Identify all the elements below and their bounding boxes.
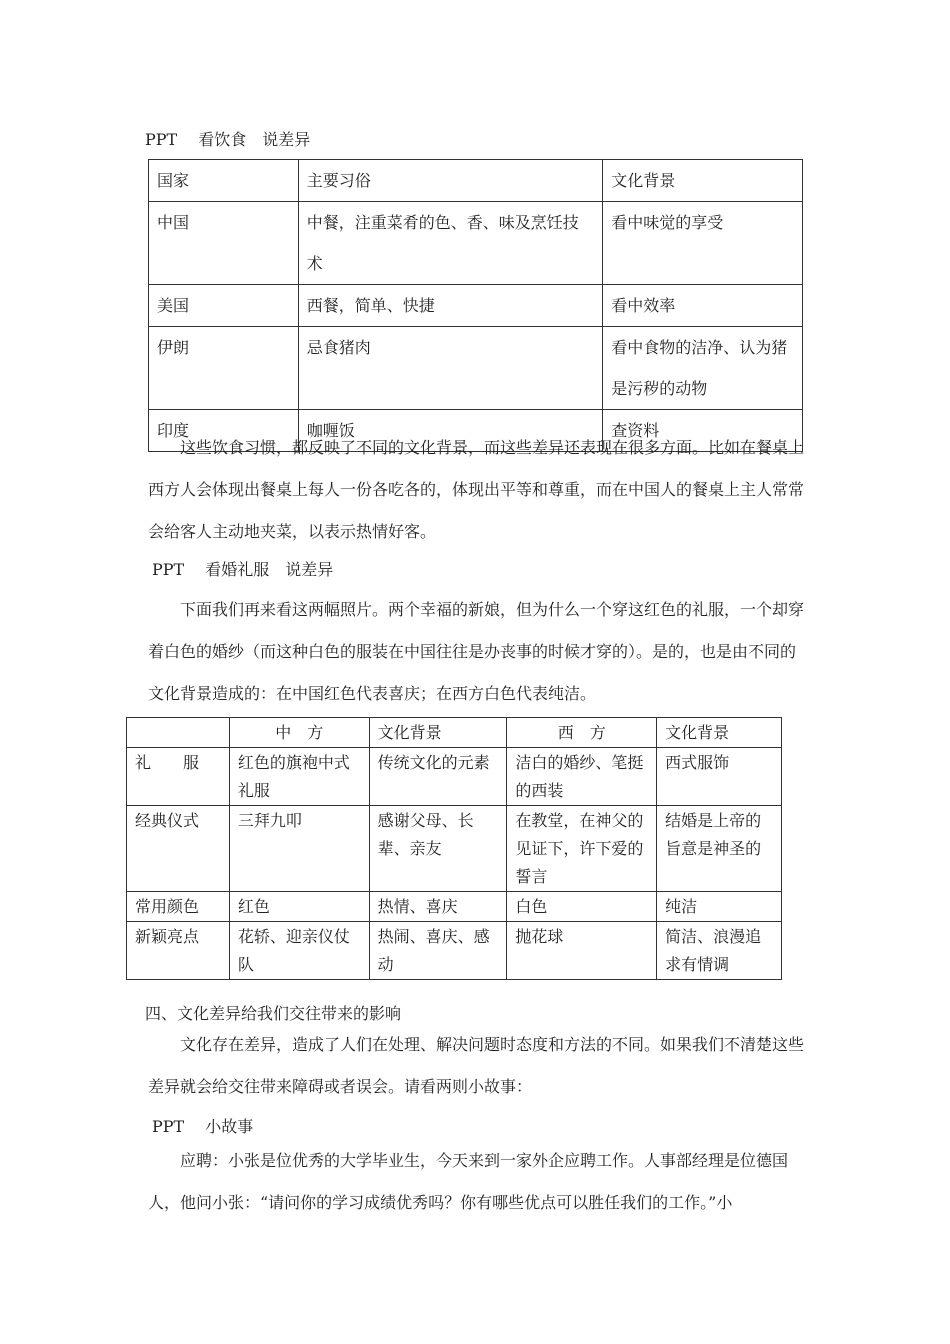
table-header-cell: 西 方 [507, 718, 657, 748]
table-row [149, 327, 803, 410]
table-cell: 花轿、迎亲仪仗队 [229, 922, 369, 980]
table-cell: 简洁、浪漫追求有情调 [657, 922, 782, 980]
table-cell: 看中食物的洁净、认为猪是污秽的动物 [603, 327, 803, 410]
influence-paragraph: 文化存在差异，造成了人们在处理、解决问题时态度和方法的不同。如果我们不清楚这些差异就会给交往带来障碍或者误会。请看两则小故事： [148, 1035, 805, 1096]
food-customs-table [148, 159, 803, 452]
story-paragraph: 应聘：小张是位优秀的大学毕业生，今天来到一家外企应聘工作。人事部经理是位德国人，他问小张：“请问你的学习成绩优秀吗？你有哪些优点可以胜任我们的工作。”小 [148, 1151, 789, 1212]
table-row [149, 285, 803, 327]
table-cell: 传统文化的元素 [369, 748, 507, 806]
table-header-row [127, 718, 782, 748]
table-cell: 新颖亮点 [127, 922, 230, 980]
table-cell: 热闹、喜庆、感动 [369, 922, 507, 980]
table-header-cell: 国家 [149, 160, 299, 202]
ppt-label-food: PPT 看饮食 说差异 [145, 130, 311, 149]
table-cell: 西式服饰 [657, 748, 782, 806]
table-cell: 热情、喜庆 [369, 892, 507, 922]
table-cell: 咖喱饭 [298, 410, 603, 452]
table-cell: 红色 [229, 892, 369, 922]
table-cell: 抛花球 [507, 922, 657, 980]
table-row [127, 748, 782, 806]
table-cell: 美国 [149, 285, 299, 327]
table-cell: 印度 [149, 410, 299, 452]
table-header-cell: 文化背景 [603, 160, 803, 202]
table-header-cell: 主要习俗 [298, 160, 603, 202]
table-cell: 西餐，简单、快捷 [298, 285, 603, 327]
section-title: 四、文化差异给我们交往带来的影响 [145, 1004, 402, 1023]
table-row [127, 892, 782, 922]
table-header-cell [127, 718, 230, 748]
table-header-row [149, 160, 803, 202]
wedding-paragraph: 下面我们再来看这两幅照片。两个幸福的新娘，但为什么一个穿这红色的礼服，一个却穿着白色的婚纱（而这种白色的服装在中国往往是办丧事的时候才穿的）。是的，也是由不同的文化背景造成的：在中国红色代表喜庆；在西方白色代表纯洁。 [148, 600, 805, 703]
table-cell: 看中效率 [603, 285, 803, 327]
table-cell: 伊朗 [149, 327, 299, 410]
ppt-label-story: PPT 小故事 [152, 1117, 254, 1136]
table-header-cell: 文化背景 [657, 718, 782, 748]
table-cell: 忌食猪肉 [298, 327, 603, 410]
table-row [149, 202, 803, 285]
table-cell: 经典仪式 [127, 806, 230, 892]
table-cell: 中餐，注重菜肴的色、香、味及烹饪技术 [298, 202, 603, 285]
table-cell: 在教堂，在神父的见证下，许下爱的誓言 [507, 806, 657, 892]
wedding-customs-table [126, 717, 782, 980]
table-cell: 看中味觉的享受 [603, 202, 803, 285]
table-header-cell: 文化背景 [369, 718, 507, 748]
table-cell: 感谢父母、长辈、亲友 [369, 806, 507, 892]
table-cell: 礼 服 [127, 748, 230, 806]
table-cell: 纯洁 [657, 892, 782, 922]
table-cell: 中国 [149, 202, 299, 285]
table-cell: 三拜九叩 [229, 806, 369, 892]
table-cell: 常用颜色 [127, 892, 230, 922]
table-cell: 洁白的婚纱、笔挺的西装 [507, 748, 657, 806]
table-cell: 查资料 [603, 410, 803, 452]
table-row [127, 806, 782, 892]
table-cell: 白色 [507, 892, 657, 922]
table-cell: 结婚是上帝的旨意是神圣的 [657, 806, 782, 892]
table-header-cell: 中 方 [229, 718, 369, 748]
ppt-label-wedding: PPT 看婚礼服 说差异 [152, 560, 334, 579]
table-row [127, 922, 782, 980]
table-cell: 红色的旗袍中式礼服 [229, 748, 369, 806]
food-paragraph: 这些饮食习惯，都反映了不同的文化背景，而这些差异还表现在很多方面。比如在餐桌上西方人会体现出餐桌上每人一份各吃各的，体现出平等和尊重，而在中国人的餐桌上主人常常会给客人主动地夹菜，以表示热情好客。 [148, 438, 805, 541]
